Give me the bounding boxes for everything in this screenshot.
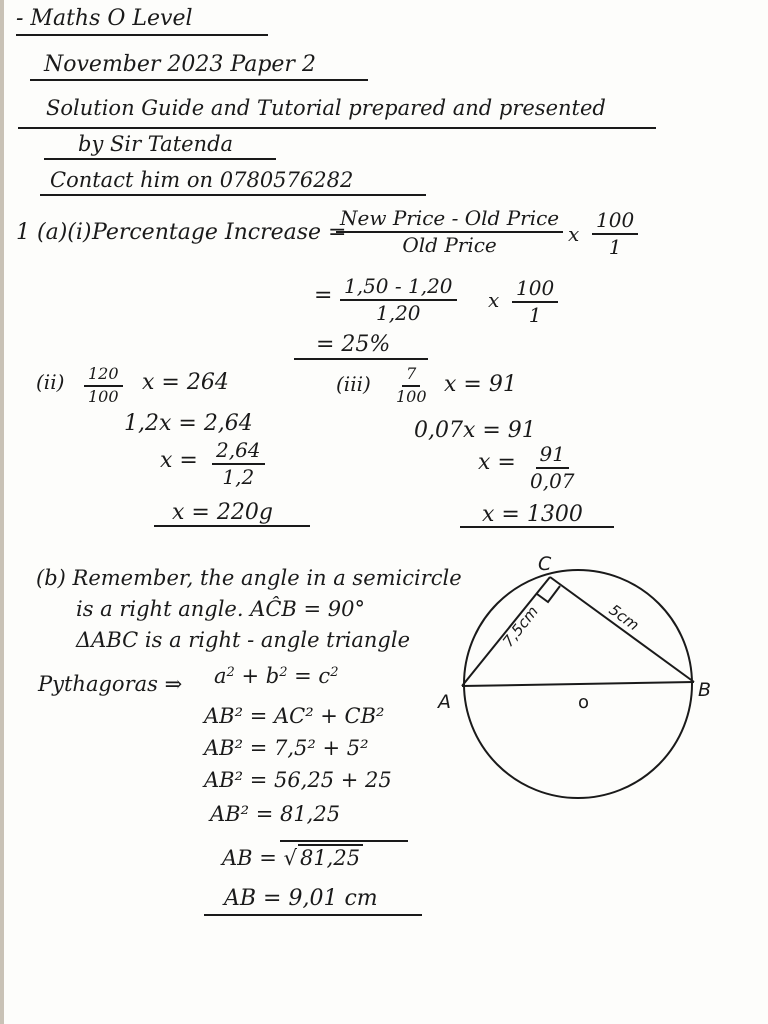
result-mass: x = 220g [172, 500, 273, 525]
label-o: o [578, 692, 590, 713]
working-step-1: AB² = AC² + CB² [204, 704, 385, 728]
working-step-3: AB² = 56,25 + 25 [204, 768, 392, 792]
header-line-contact: Contact him on 0780576282 [50, 168, 354, 192]
percentage-increase-lhs: Percentage Increase = [92, 220, 347, 245]
ratio-denominator: 100 [396, 386, 427, 406]
pythagoras-label: Pythagoras ⇒ [38, 672, 183, 696]
working-step-5 [222, 844, 363, 869]
ratio-denominator: 100 [88, 386, 119, 406]
equation-line: 0,07x = 91 [414, 418, 536, 443]
header-line-paper: November 2023 Paper 2 [44, 52, 316, 77]
diameter-ab [462, 682, 694, 686]
header-line-author: by Sir Tatenda [78, 132, 234, 156]
equation-rest: x = 264 [142, 370, 229, 395]
times-sign: x [488, 288, 500, 312]
division-fraction [530, 444, 575, 492]
substitution-fraction [340, 276, 457, 324]
division-numerator: 91 [536, 444, 569, 469]
working-step-4: AB² = 81,25 [210, 802, 341, 826]
label-side-ac: 7,5cm [498, 602, 542, 651]
final-answer-underline [204, 914, 422, 916]
result-underline [294, 358, 428, 360]
label-side-cb: 5cm [605, 600, 643, 635]
times-sign: x [568, 222, 580, 246]
header-line-subject: - Maths O Level [16, 6, 193, 31]
result-underline [154, 525, 310, 527]
header-underline [16, 34, 268, 36]
sqrt-symbol: √ [283, 846, 297, 870]
formula-denominator: Old Price [402, 233, 497, 257]
one: 1 [608, 235, 622, 259]
hundred-over-one [512, 278, 558, 326]
result-percentage: = 25% [316, 332, 391, 357]
substitution-numerator: 1,50 - 1,20 [340, 276, 457, 301]
hundred: 100 [592, 210, 638, 235]
formula-fraction [336, 208, 563, 256]
header-underline [44, 158, 276, 160]
question-label-1aiii: (iii) [336, 372, 371, 396]
side-cb [550, 577, 694, 682]
hundred-over-one [592, 210, 638, 258]
result-quantity: x = 1300 [482, 502, 583, 527]
division-denominator: 1,2 [222, 465, 255, 489]
final-answer: AB = 9,01 cm [224, 886, 378, 911]
part-b-line3: ΔABC is a right - angle triangle [76, 628, 411, 652]
equation-rest: x = 91 [444, 372, 517, 397]
sqrt-radicand: 81,25 [298, 844, 363, 869]
ratio-fraction [84, 366, 123, 406]
question-label-1aii: (ii) [36, 370, 65, 394]
label-c: C [538, 553, 552, 575]
ratio-numerator: 7 [402, 366, 420, 387]
division-fraction [212, 440, 265, 488]
division-denominator: 0,07 [530, 469, 575, 493]
formula-numerator: New Price - Old Price [336, 208, 563, 233]
circle [464, 570, 692, 798]
equation-lhs: x = [160, 448, 198, 473]
header-underline [40, 194, 426, 196]
result-underline [460, 526, 614, 528]
pythagoras-formula: $a^2 + b^2 = c^2$ [214, 664, 339, 688]
equation-lhs: x = [478, 450, 516, 475]
part-b-line2: is a right angle. AĈB = 90° [76, 597, 366, 621]
ratio-numerator: 120 [84, 366, 123, 387]
substitution-denominator: 1,20 [376, 301, 421, 325]
ratio-fraction [396, 366, 427, 406]
equation-line: 1,2x = 2,64 [124, 411, 253, 436]
header-underline [18, 127, 656, 129]
one: 1 [528, 303, 542, 327]
working-step-2: AB² = 7,5² + 5² [204, 736, 369, 760]
question-label-1ai: 1 (a)(i) [16, 220, 92, 245]
sqrt-lhs: AB = [222, 846, 277, 870]
hundred: 100 [512, 278, 558, 303]
division-numerator: 2,64 [212, 440, 265, 465]
sqrt-overline [280, 840, 408, 842]
equals-sign: = [314, 283, 333, 308]
page-edge [0, 0, 4, 1024]
header-line-guide: Solution Guide and Tutorial prepared and presented [46, 96, 606, 120]
label-a: A [438, 691, 451, 713]
part-b-line1: (b) Remember, the angle in a semicircle [36, 566, 462, 590]
header-underline [30, 79, 368, 81]
right-angle-marker [537, 586, 560, 602]
label-b: B [698, 679, 712, 701]
side-ac [462, 577, 550, 686]
